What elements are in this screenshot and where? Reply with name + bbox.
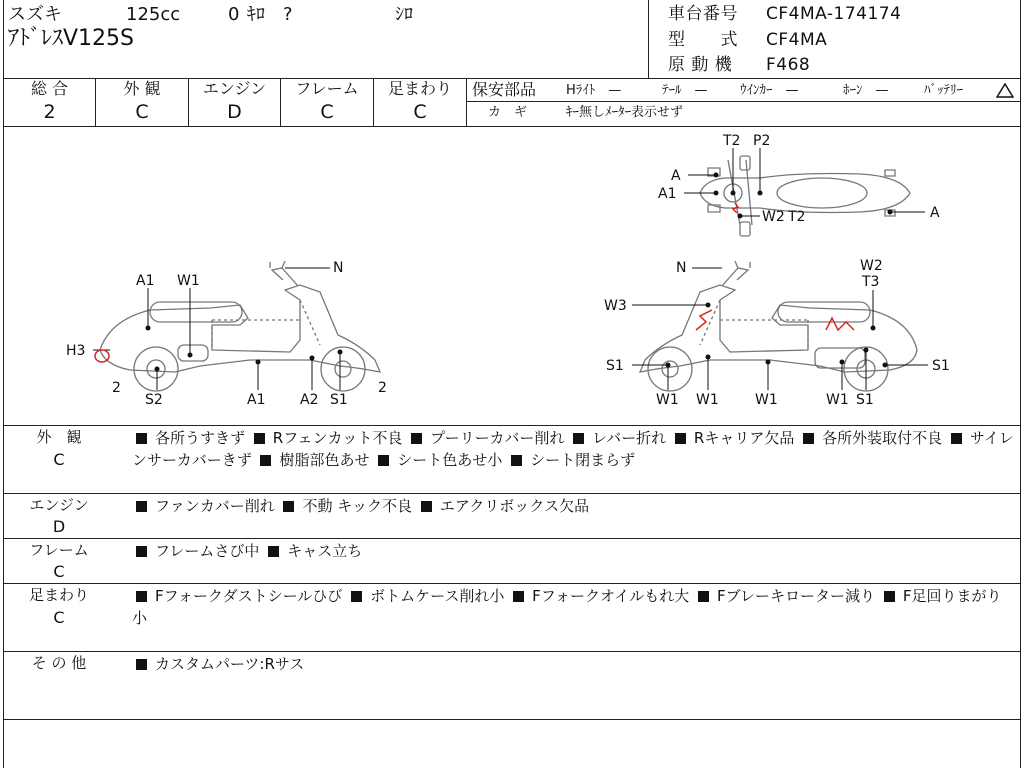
damage-diagram xyxy=(0,126,1024,426)
label: W2 xyxy=(860,258,883,274)
grade-label-frame: フレーム xyxy=(295,79,359,98)
bullet-square-icon xyxy=(260,455,271,466)
note-text: 各所うすきず xyxy=(155,429,246,447)
mileage-flag: ? xyxy=(283,4,293,25)
note-item xyxy=(132,655,304,673)
note-item xyxy=(132,497,275,515)
section-title-other: そ の 他 xyxy=(31,654,87,672)
bullet-square-icon xyxy=(268,546,279,557)
mileage-value: 0 xyxy=(228,4,240,25)
label: 2 xyxy=(378,380,387,396)
note-text: ボトムケース削れ小 xyxy=(370,587,505,605)
grade-label-engine: エンジン xyxy=(202,79,267,98)
maker: スズキ xyxy=(8,4,62,25)
label: A2 xyxy=(300,392,319,408)
label: A xyxy=(671,168,681,184)
note-text: 樹脂部色あせ xyxy=(279,451,370,469)
bullet-square-icon xyxy=(421,501,432,512)
note-item xyxy=(250,429,403,447)
note-text: Fフォークダストシールひび xyxy=(155,587,343,605)
bullet-square-icon xyxy=(698,591,709,602)
section-notes-suspension xyxy=(132,585,1016,629)
section-line xyxy=(3,493,1021,494)
bullet-square-icon xyxy=(951,433,962,444)
note-text: キャス立ち xyxy=(287,542,363,560)
safety-winker: ｳｲﾝｶｰ — xyxy=(740,83,799,98)
note-item xyxy=(694,587,875,605)
label: S2 xyxy=(145,392,163,408)
note-text: カスタムパーツ:Rサス xyxy=(155,655,305,673)
note-item xyxy=(256,451,369,469)
label: W1 xyxy=(656,392,679,408)
damage-mark xyxy=(826,318,854,330)
bullet-square-icon xyxy=(378,455,389,466)
section-notes-frame xyxy=(132,540,1016,562)
grade-divider xyxy=(466,78,467,126)
key-value: ｷｰ無しﾒｰﾀｰ表示せず xyxy=(566,105,684,120)
label: T2 xyxy=(788,209,806,225)
bullet-square-icon xyxy=(136,591,147,602)
section-grade-exterior: C xyxy=(53,450,65,469)
note-item xyxy=(132,429,245,447)
label: H3 xyxy=(66,343,86,359)
bullet-square-icon xyxy=(136,501,147,512)
damage-mark xyxy=(95,350,109,362)
label: W1 xyxy=(696,392,719,408)
label: W1 xyxy=(826,392,849,408)
section-title-frame: フレーム xyxy=(29,541,89,559)
engine-label: 原 動 機 xyxy=(668,55,733,75)
note-item xyxy=(279,497,411,515)
label: T3 xyxy=(862,274,880,290)
safety-label: 保安部品 xyxy=(472,80,537,99)
safety-horn: ﾎｰﾝ — xyxy=(843,83,889,98)
section-title-suspension: 足まわり xyxy=(28,586,89,604)
engine-value: F468 xyxy=(766,55,811,75)
note-text: Rキャリア欠品 xyxy=(693,429,795,447)
right-view-markers xyxy=(666,303,888,368)
bullet-square-icon xyxy=(884,591,895,602)
note-item xyxy=(407,429,564,447)
mileage-unit: ｷﾛ xyxy=(247,4,265,25)
bullet-square-icon xyxy=(513,591,524,602)
frame-no-label: 車台番号 xyxy=(668,4,738,24)
type-label: 型 式 xyxy=(668,30,738,50)
grade-value-suspension: C xyxy=(413,101,427,123)
label: N xyxy=(676,260,687,276)
note-text: サイレンサーカバーきず xyxy=(132,429,1014,469)
note-text: Fフォークオイルもれ大 xyxy=(532,587,690,605)
section-line xyxy=(3,538,1021,539)
grade-label-suspension: 足まわり xyxy=(387,79,452,98)
label: W1 xyxy=(755,392,778,408)
label: S1 xyxy=(606,358,624,374)
note-text: Fブレーキローター減り xyxy=(717,587,876,605)
note-item xyxy=(671,429,794,447)
note-item xyxy=(264,542,362,560)
bullet-square-icon xyxy=(283,501,294,512)
warning-triangle-icon xyxy=(996,83,1014,98)
label: 2 xyxy=(112,380,121,396)
note-item xyxy=(132,587,342,605)
safety-taillight: ﾃｰﾙ — xyxy=(662,83,708,98)
header-divider xyxy=(648,0,649,78)
color: ｼﾛ xyxy=(395,4,413,25)
note-text: 不動 キック不良 xyxy=(302,497,412,515)
bullet-square-icon xyxy=(136,659,147,670)
frame-no: CF4MA-174174 xyxy=(766,4,902,24)
note-text: シート色あせ小 xyxy=(397,451,503,469)
type-value: CF4MA xyxy=(766,30,828,50)
label: S1 xyxy=(932,358,950,374)
note-item xyxy=(509,587,689,605)
section-notes-engine xyxy=(132,495,1016,517)
note-text: プーリーカバー削れ xyxy=(430,429,565,447)
grade-label-exterior: 外 観 xyxy=(123,79,161,98)
section-grade-engine: D xyxy=(52,517,66,536)
safety-headlight: Hﾗｲﾄ — xyxy=(566,83,622,98)
grade-value-exterior: C xyxy=(135,101,149,123)
note-text: レバー折れ xyxy=(592,429,667,447)
note-text: ファンカバー削れ xyxy=(155,497,275,515)
note-text: エアクリボックス欠品 xyxy=(439,497,590,515)
label: W3 xyxy=(604,298,627,314)
left-view-markers xyxy=(146,326,343,372)
label: A1 xyxy=(136,273,155,289)
bullet-square-icon xyxy=(511,455,522,466)
safety-battery: ﾊﾞｯﾃﾘｰ xyxy=(924,83,963,98)
note-item xyxy=(347,587,504,605)
grade-value-engine: D xyxy=(227,101,242,123)
damage-mark xyxy=(696,310,712,330)
label: W2 xyxy=(762,209,785,225)
safety-divider xyxy=(466,101,1021,102)
bullet-square-icon xyxy=(136,433,147,444)
note-text: F足回りまがり小 xyxy=(132,587,1002,627)
note-item xyxy=(417,497,589,515)
note-text: フレームさび中 xyxy=(155,542,260,560)
section-title-exterior: 外 観 xyxy=(36,428,82,446)
section-grade-frame: C xyxy=(53,562,65,581)
note-item xyxy=(374,451,502,469)
note-item xyxy=(507,451,635,469)
label: S1 xyxy=(330,392,348,408)
section-notes-other xyxy=(132,653,1016,675)
note-text: Rフェンカット不良 xyxy=(272,429,403,447)
key-label: カ ギ xyxy=(488,105,528,120)
section-notes-exterior xyxy=(132,427,1016,471)
section-grade-suspension: C xyxy=(53,608,65,627)
diagram-bottom-line xyxy=(3,425,1021,426)
note-item xyxy=(132,542,259,560)
grade-value-overall: 2 xyxy=(43,101,56,123)
bullet-square-icon xyxy=(803,433,814,444)
section-line xyxy=(3,583,1021,584)
note-text: シート閉まらず xyxy=(530,451,636,469)
section-title-engine: エンジン xyxy=(29,496,89,514)
label: A1 xyxy=(247,392,266,408)
bullet-square-icon xyxy=(254,433,265,444)
note-item xyxy=(569,429,666,447)
label: P2 xyxy=(753,133,771,149)
bullet-square-icon xyxy=(351,591,362,602)
label: W1 xyxy=(177,273,200,289)
label: T2 xyxy=(723,133,741,149)
section-line xyxy=(3,719,1021,720)
right-view-leaders xyxy=(632,268,928,390)
bullet-square-icon xyxy=(136,546,147,557)
bullet-square-icon xyxy=(675,433,686,444)
bullet-square-icon xyxy=(411,433,422,444)
label: A xyxy=(930,205,940,221)
label: A1 xyxy=(658,186,677,202)
note-item xyxy=(799,429,942,447)
model-name: ｱﾄﾞﾚｽV125S xyxy=(8,26,135,51)
grade-value-frame: C xyxy=(320,101,334,123)
section-line xyxy=(3,651,1021,652)
note-text: 各所外装取付不良 xyxy=(822,429,943,447)
label: S1 xyxy=(856,392,874,408)
label: N xyxy=(333,260,344,276)
displacement: 125cc xyxy=(126,4,181,25)
bullet-square-icon xyxy=(573,433,584,444)
grade-label-overall: 総 合 xyxy=(30,79,69,98)
